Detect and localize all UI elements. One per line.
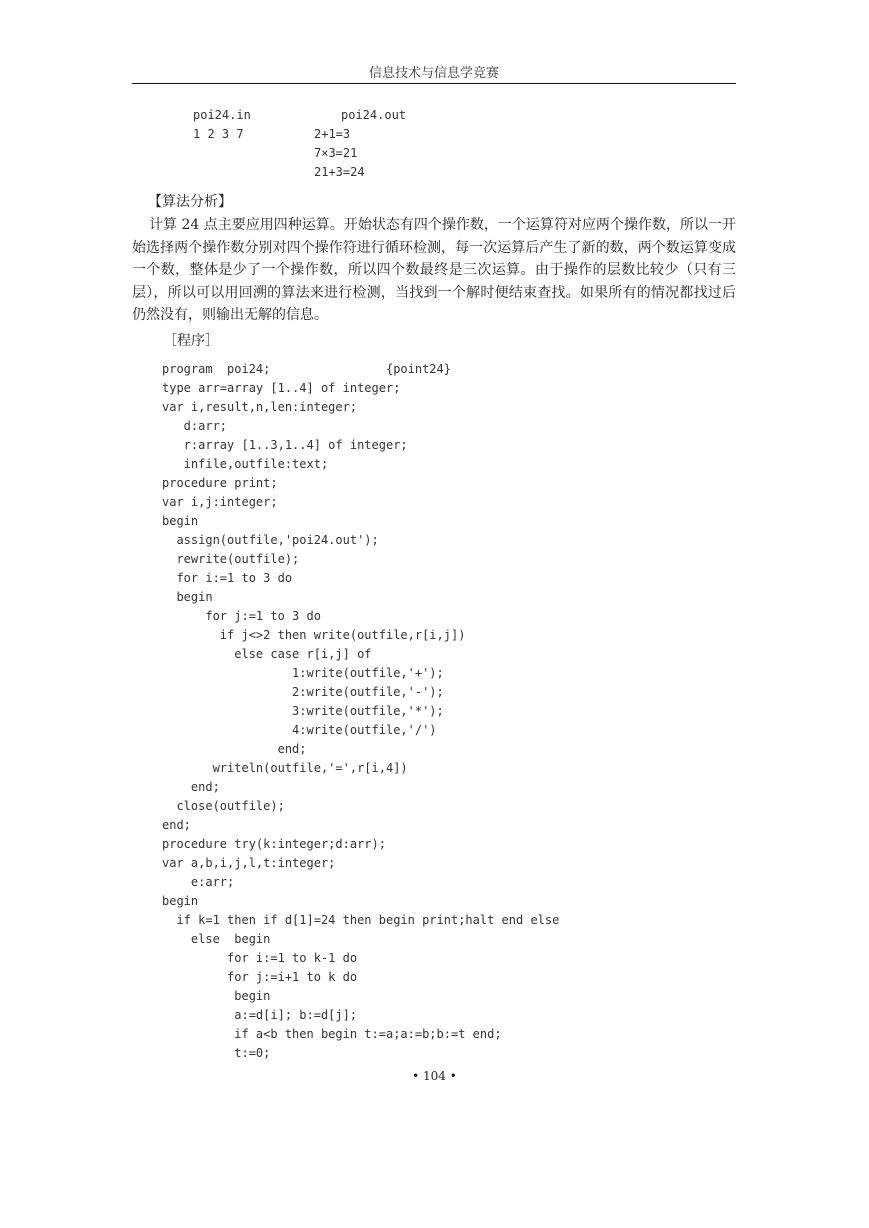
output-line-2: 7×3=21: [314, 146, 358, 160]
input-filename: poi24.in: [193, 108, 251, 122]
program-label: ［程序］: [163, 333, 219, 349]
analysis-paragraph: 计算 24 点主要应用四种运算。开始状态有四个操作数，一个运算符对应两个操作数，所以一开始选择两个操作数分别对四个操作符进行循环检测，每一次运算后产生了新的数，两个数运算变成一个数，整体是少了一个操作数，所以四个数最终是三次运算。由于操作的层数比较少（只有三层），所以可以用回溯的算法来进行检测，当找到一个解时便结束查找。如果所有的情况都找过后仍然没有，则输出无解的信息。: [132, 217, 736, 323]
output-line-1: 2+1=3: [314, 127, 351, 141]
input-line: 1 2 3 7: [193, 127, 244, 141]
running-header-title: 信息技术与信息学竞赛: [368, 66, 499, 81]
header-rule: [132, 83, 736, 84]
code-listing: program poi24; {point24} type arr=array [1..4] of integer; var i,result,n,len:integer; d:arr; r:array [1..3,1..4] of integer; infile,outfile:text; procedure print; var i,j:integer; begin assign(outfile,'poi24.out'); rewrite(outfile); for i:=1 to 3 do begin for j:=1 to 3 do if j<>2 then write(outfile,r[i,j]) else case r[i,j] of 1:write(outfile,'+'); 2:write(outfile,'-'); 3:write(outfile,'*'); 4:write(outfile,'/') end; writeln(outfile,'=',r[i,4]) end; close(outfile); end; procedure try(k:integer;d:arr); var a,b,i,j,l,t:integer; e:arr; begin if k=1 then if d[1]=24 then begin print;halt end else else begin for i:=1 to k-1 do for j:=i+1 to k do begin a:=d[i]; b:=d[j]; if a<b then begin t:=a;a:=b;b:=t end; t:=0;: [162, 362, 560, 1060]
output-filename: poi24.out: [341, 108, 407, 122]
page-number: • 104 •: [412, 1069, 457, 1083]
output-line-3: 21+3=24: [314, 165, 365, 179]
section-title-analysis: 【算法分析】: [148, 194, 232, 210]
